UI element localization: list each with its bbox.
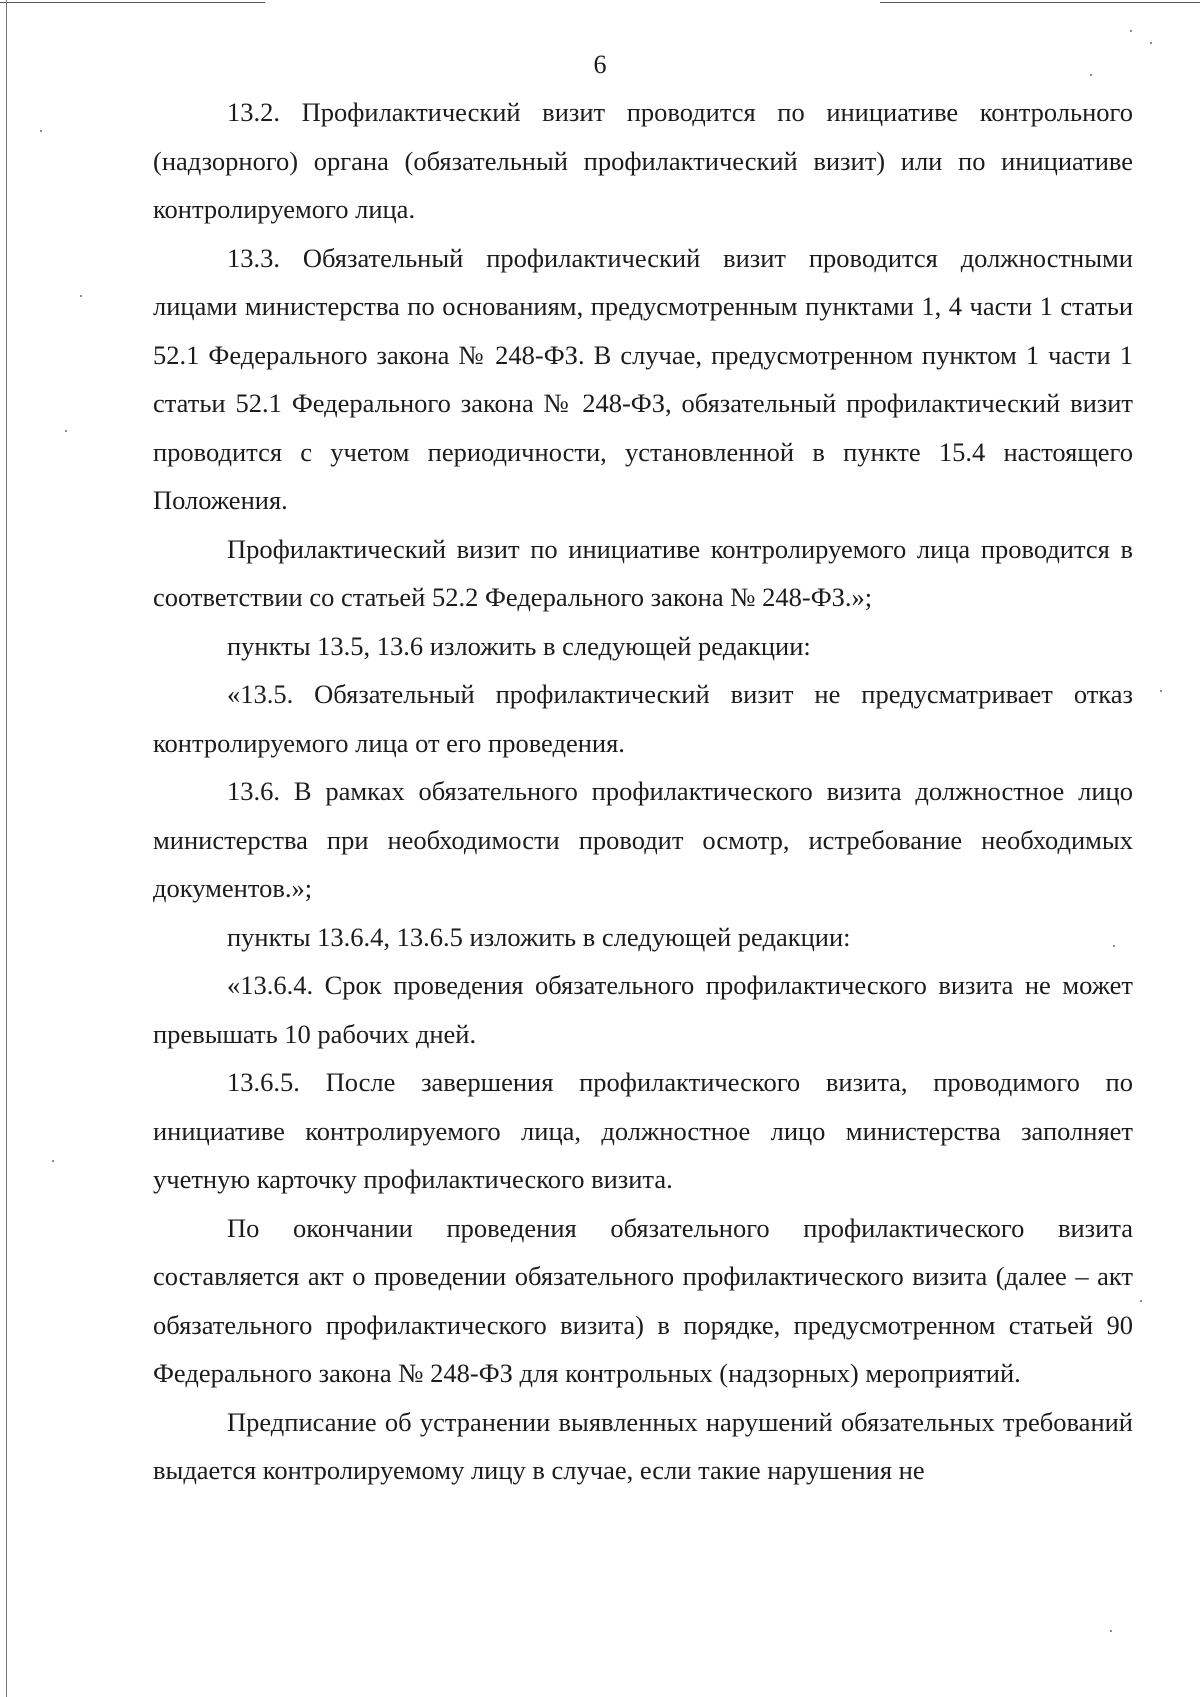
- scan-top-border-left: [0, 2, 265, 3]
- paragraph-13-5: «13.5. Обязательный профилактический визит не предусматривает отказ контролируемого лица от его проведения.: [153, 679, 1133, 758]
- scan-speck: [1110, 1630, 1112, 1632]
- paragraph-amend-13-5-13-6: пункты 13.5, 13.6 изложить в следующей редакции:: [227, 630, 811, 661]
- scan-speck: [65, 430, 67, 432]
- scan-speck: [52, 1160, 54, 1162]
- paragraph-13-2: 13.2. Профилактический визит проводится по инициативе контрольного (надзорного) органа (обязательный профилактический визит) или по инициативе контролируемого лица.: [153, 97, 1133, 224]
- paragraph-prescription: Предписание об устранении выявленных нарушений обязательных требований выдается контролируемому лицу в случае, если такие нарушения не: [153, 1406, 1133, 1485]
- paragraph-initiative-visit: Профилактический визит по инициативе контролируемого лица проводится в соответствии со статьей 52.2 Федерального закона № 248-ФЗ.»;: [153, 533, 1133, 612]
- scan-speck: [1160, 690, 1162, 692]
- scan-speck: [1150, 42, 1152, 44]
- scan-speck: [1090, 74, 1092, 76]
- scan-speck: [80, 295, 82, 297]
- paragraph-13-6: 13.6. В рамках обязательного профилактического визита должностное лицо министерства при необходимости проводит осмотр, истребование необходимых документов.»;: [153, 776, 1133, 903]
- paragraph-13-6-4: «13.6.4. Срок проведения обязательного профилактического визита не может превышать 10 рабочих дней.: [153, 970, 1133, 1049]
- scan-speck: [1113, 945, 1115, 947]
- paragraph-13-3: 13.3. Обязательный профилактический визит проводится должностными лицами министерства по основаниям, предусмотренным пунктами 1, 4 части 1 статьи 52.1 Федерального закона № 248-ФЗ. В случае, предусмотренном пунктом 1 части 1 статьи 52.1 Федерального закона № 248-ФЗ, обязательный профилактический визит проводится с учетом периодичности, установленной в пункте 15.4 настоящего Положения.: [153, 242, 1133, 515]
- page-number: 6: [593, 50, 607, 79]
- scan-speck: [40, 130, 42, 132]
- scan-speck: [1140, 1300, 1142, 1302]
- paragraph-amend-13-6-4-13-6-5: пункты 13.6.4, 13.6.5 изложить в следующей редакции:: [227, 921, 851, 952]
- scan-top-border-right: [880, 2, 1200, 3]
- scan-speck: [1130, 30, 1132, 32]
- scan-left-border: [6, 0, 7, 1697]
- paragraph-13-6-5: 13.6.5. После завершения профилактического визита, проводимого по инициативе контролируемого лица, должностное лицо министерства заполняет учетную карточку профилактического визита.: [153, 1067, 1133, 1194]
- document-body: [153, 88, 1133, 1495]
- paragraph-act-of-visit: По окончании проведения обязательного профилактического визита составляется акт о проведении обязательного профилактического визита (далее – акт обязательного профилактического визита) в порядке, предусмотренном статьей 90 Федерального закона № 248-ФЗ для контрольных (надзорных) мероприятий.: [153, 1212, 1133, 1388]
